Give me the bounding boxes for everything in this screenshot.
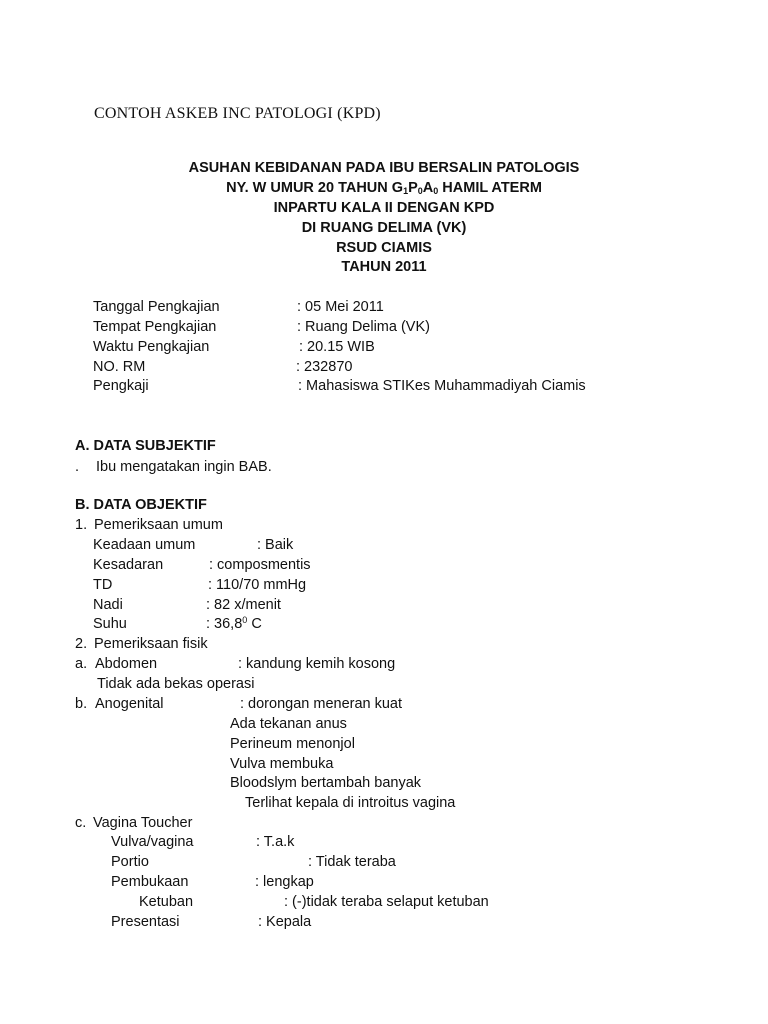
umum-value-keadaan: : Baik xyxy=(257,537,294,553)
vt-label-vulva: Vulva/vagina xyxy=(111,834,194,850)
heading-line-2: NY. W UMUR 20 TAHUN $G_1P_0A_0$ HAMIL ATERM xyxy=(226,180,542,196)
umum-label-nadi: Nadi xyxy=(93,597,123,613)
vt-letter: c. xyxy=(75,815,87,831)
heading-line-6: TAHUN 2011 xyxy=(341,259,427,275)
anogenital-item-5: Terlihat kepala di introitus vagina xyxy=(245,795,456,811)
vt-label-portio: Portio xyxy=(111,854,149,870)
vt-title: Vagina Toucher xyxy=(93,815,193,831)
umum-title: Pemeriksaan umum xyxy=(94,517,223,533)
info-label-tempat: Tempat Pengkajian xyxy=(93,319,217,335)
umum-label-kesadaran: Kesadaran xyxy=(93,557,164,573)
anogenital-value: : dorongan meneran kuat xyxy=(240,696,403,712)
vt-label-pembukaan: Pembukaan xyxy=(111,874,189,890)
abdomen-value: : kandung kemih kosong xyxy=(238,656,396,672)
info-label-tanggal: Tanggal Pengkajian xyxy=(93,299,220,315)
umum-label-suhu: Suhu xyxy=(93,616,127,632)
umum-value-td: : 110/70 mmHg xyxy=(208,577,307,593)
vt-value-presentasi: : Kepala xyxy=(258,914,312,930)
subjektif-text: Ibu mengatakan ingin BAB. xyxy=(96,459,272,475)
info-label-waktu: Waktu Pengkajian xyxy=(93,339,210,355)
umum-label-keadaan: Keadaan umum xyxy=(93,537,196,553)
document-title: CONTOH ASKEB INC PATOLOGI (KPD) xyxy=(94,105,381,122)
info-value-pengkaji: : Mahasiswa STIKes Muhammadiyah Ciamis xyxy=(298,378,586,394)
heading-line-5: RSUD CIAMIS xyxy=(336,240,432,256)
abdomen-letter: a. xyxy=(75,656,88,672)
vt-label-ketuban: Ketuban xyxy=(139,894,194,910)
info-value-waktu: : 20.15 WIB xyxy=(299,339,375,355)
info-value-tempat: : Ruang Delima (VK) xyxy=(297,319,430,335)
umum-label-td: TD xyxy=(93,577,113,593)
fisik-number: 2. xyxy=(75,636,88,652)
vt-value-ketuban: : (-)tidak teraba selaput ketuban xyxy=(284,894,489,910)
anogenital-letter: b. xyxy=(75,696,88,712)
heading-line-1: ASUHAN KEBIDANAN PADA IBU BERSALIN PATOLOGIS xyxy=(188,160,580,176)
section-objektif-heading: B. DATA OBJEKTIF xyxy=(75,497,207,513)
umum-value-nadi: : 82 x/menit xyxy=(206,597,281,613)
vt-label-presentasi: Presentasi xyxy=(111,914,180,930)
umum-value-kesadaran: : composmentis xyxy=(209,557,311,573)
heading-line-3: INPARTU KALA II DENGAN KPD xyxy=(273,200,495,216)
info-value-tanggal: : 05 Mei 2011 xyxy=(297,299,384,315)
heading-line-4: DI RUANG DELIMA (VK) xyxy=(301,220,467,236)
anogenital-label: Anogenital xyxy=(95,696,164,712)
fisik-title: Pemeriksaan fisik xyxy=(94,636,208,652)
info-label-pengkaji: Pengkaji xyxy=(93,378,149,394)
vt-value-pembukaan: : lengkap xyxy=(255,874,314,890)
vt-value-vulva: : T.a.k xyxy=(256,834,295,850)
abdomen-label: Abdomen xyxy=(95,656,158,672)
info-label-norm: NO. RM xyxy=(93,359,146,375)
section-subjektif-heading: A. DATA SUBJEKTIF xyxy=(75,438,216,454)
subjektif-bullet: . xyxy=(75,459,80,475)
anogenital-item-3: Vulva membuka xyxy=(230,756,334,772)
anogenital-item-2: Perineum menonjol xyxy=(230,736,355,752)
umum-value-suhu: : 36,8$^0$ C xyxy=(206,615,262,632)
anogenital-item-4: Bloodslym bertambah banyak xyxy=(230,775,422,791)
umum-number: 1. xyxy=(75,517,88,533)
vt-value-portio: : Tidak teraba xyxy=(308,854,396,870)
info-value-norm: : 232870 xyxy=(296,359,353,375)
abdomen-extra: Tidak ada bekas operasi xyxy=(97,676,255,692)
anogenital-item-1: Ada tekanan anus xyxy=(230,716,347,732)
